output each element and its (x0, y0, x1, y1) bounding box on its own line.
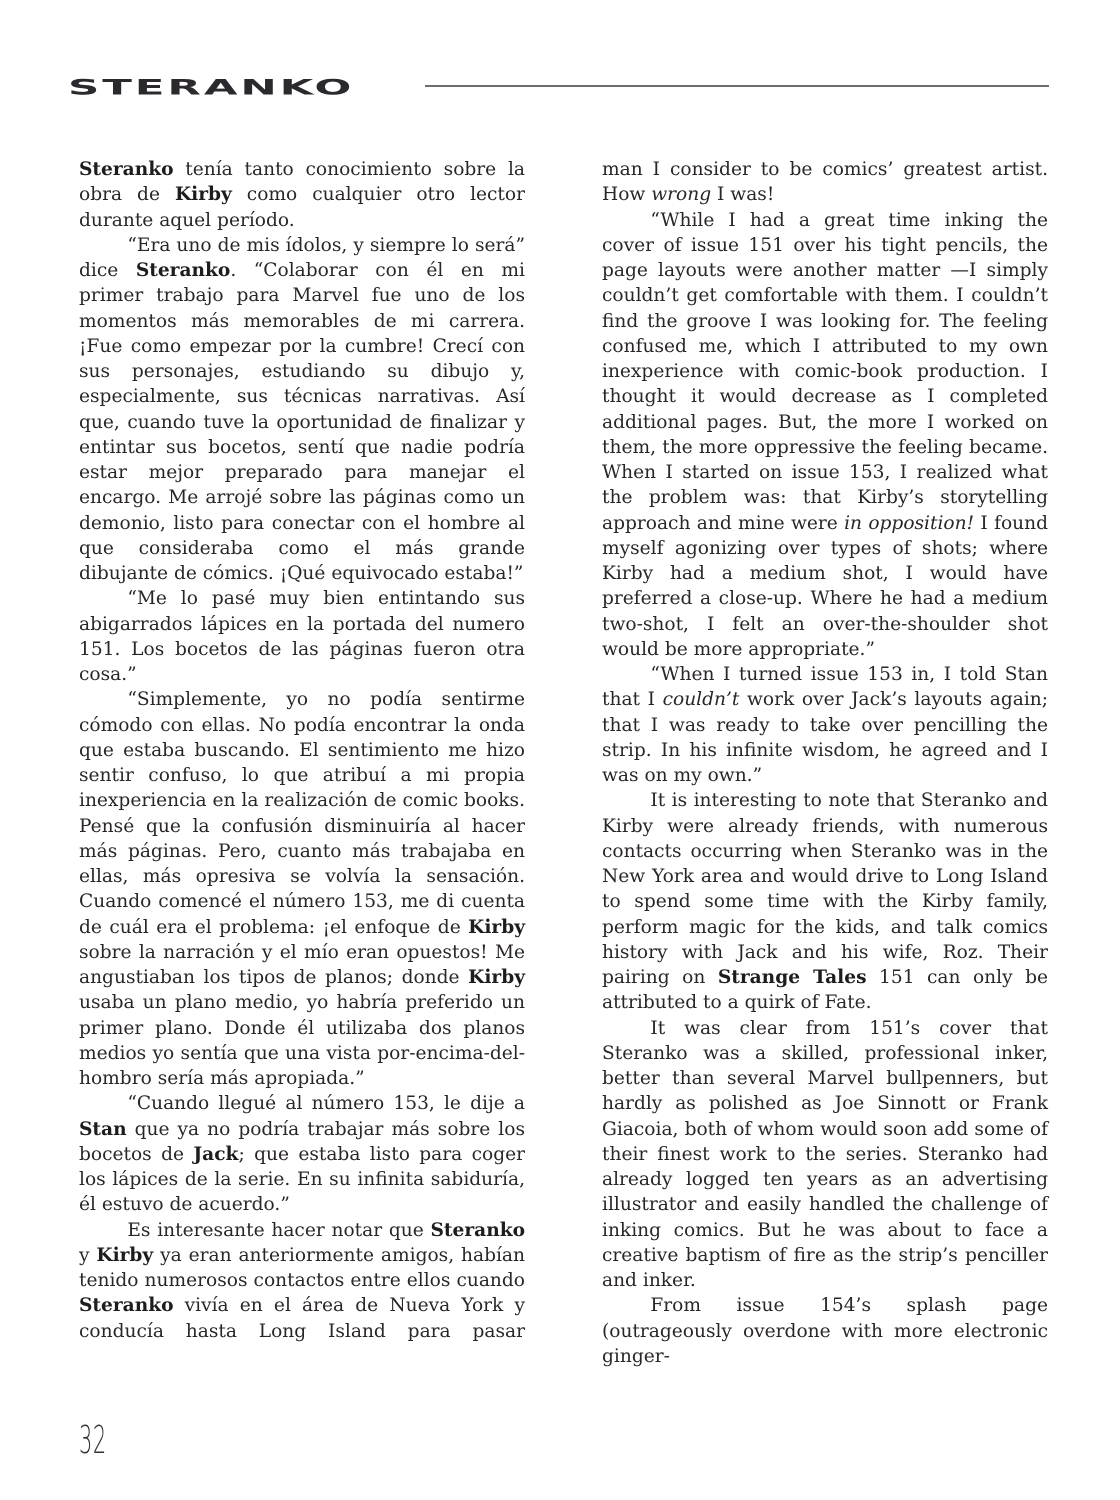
bold-name: Stan (79, 1118, 127, 1140)
text: “Era uno de mis ídolos, y siempre lo será” dice (79, 234, 525, 281)
bold-name: Kirby (468, 916, 525, 938)
running-header-title: STERANKO (68, 75, 355, 101)
bold-name: Kirby (468, 967, 525, 988)
text: It is interesting to note that Steranko and Kirby were already friends, with numerous contacts occurring when Steranko was in the New York area and would drive to Long Island to spend some time with the Kirby family, perform magic for the kids, and talk comics history with Jack and his wife, Roz. Their pairing on (602, 790, 1048, 988)
text: work over Jack’s layouts again; that I was ready to take over pencilling the strip. In his infinite wisdom, he agreed and I was on my own.” (602, 689, 1049, 786)
text: que ya no podría trabajar más sobre los bocetos de (79, 1118, 525, 1165)
text: From issue 154’s splash page (outrageously overdone with more electronic ginger- (602, 1295, 1048, 1367)
bold-name: Kirby (96, 1244, 154, 1266)
text: Es interesante hacer notar que (127, 1219, 431, 1241)
text: I found myself agonizing over types of shots; where Kirby had a medium shot, I would have preferred a close-up. Where he had a medium two-shot, I felt an over-the-shoulder shot would be more appropriate.” (602, 512, 1048, 660)
text: y (79, 1244, 97, 1266)
text: . “Colaborar con él en mi primer trabajo para Marvel fue uno de los momentos más memorables de mi carrera. ¡Fue como empezar por la cumbre! Crecí con sus personajes, estudiando su dibujo y, especialmente, sus técnicas narrativas. Así que, cuando tuve la oportunidad de finalizar y entintar sus bocetos, sentí que nadie podría estar mejor preparado para manejar el encargo. Me arrojé sobre las páginas como un demonio, listo para conectar con el hombre al que consideraba como el más grande dibujante de cómics. ¡Qué equivocado estaba!” (79, 260, 525, 584)
paragraph (79, 1218, 525, 1344)
text: “While I had a great time inking the cover of issue 151 over his tight pencils, the page layouts were another matter —I simply couldn’t get comfortable with them. I couldn’t find the groove I was looking for. The feeling confused me, which I attributed to my own inexperience with comic-book production. I thought it would decrease as I completed additional pages. But, the more I worked on them, the more oppressive the feeling became. When I started on issue 153, I realized what the problem was: that Kirby’s storytelling approach and mine were (602, 209, 1048, 534)
bold-name: Steranko (79, 159, 174, 180)
paragraph (602, 1016, 1048, 1294)
paragraph (79, 586, 525, 687)
header-rule (425, 85, 1049, 87)
text: “Cuando llegué al número 153, le dije a (127, 1093, 525, 1115)
text: It was clear from 151’s cover that Steranko was a skilled, professional inker, better than several Marvel bullpenners, but hardly as polished as Joe Sinnott or Frank Giacoia, both of whom would soon add some of their finest work to the series. Steranko had already logged ten years as an advertising illustrator and easily handled the challenge of inking comics. But he was about to face a creative baptism of fire as the strip’s penciller and inker. (602, 1017, 1048, 1291)
left-column (79, 157, 525, 1344)
paragraph (602, 157, 1048, 208)
paragraph (602, 788, 1048, 1015)
right-column (602, 157, 1048, 1369)
paragraph (79, 233, 525, 587)
bold-name: Steranko (135, 260, 231, 281)
text: ya eran anteriormente amigos, habían tenido numerosos contactos entre ellos cuando (79, 1244, 525, 1291)
text: vivía en el área de Nueva York y conducía hasta Long Island para pasar (79, 1295, 525, 1342)
bold-name: Steranko (430, 1219, 525, 1241)
italic-emphasis: couldn’t (662, 689, 740, 711)
text: I was! (711, 184, 775, 206)
paragraph (602, 208, 1048, 663)
paragraph (79, 1091, 525, 1217)
page-number: 32 (79, 1418, 107, 1462)
paragraph (79, 157, 525, 233)
text: “When I turned issue 153 in, I told Stan that I (602, 664, 1048, 711)
bold-name: Jack (193, 1143, 239, 1165)
text: ; que estaba listo para coger los lápices de la serie. En su infinita sabiduría, él estuvo de acuerdo.” (79, 1143, 525, 1216)
text: usaba un plano medio, yo habría preferido un primer plano. Donde él utilizaba dos planos medios yo sentía que una vista por-encima-del-hombro sería más apropiada.” (79, 992, 525, 1089)
text: sobre la narración y el mío eran opuestos! Me angustiaban los tipos de planos; donde (79, 941, 525, 988)
text: como cualquier otro lector durante aquel período. (79, 184, 525, 231)
text: “Simplemente, yo no podía sentirme cómodo con ellas. No podía encontrar la onda que estaba buscando. El sentimiento me hizo sentir confuso, lo que atribuí a mi propia inexperiencia en la realización de comic books. Pensé que la confusión disminuiría al hacer más páginas. Pero, cuanto más trabajaba en ellas, más opresiva se volvía la sensación. Cuando comencé el número 153, me di cuenta de cuál era el problema: ¡el enfoque de (79, 689, 525, 938)
text: man I consider to be comics’ greatest artist. How (602, 159, 1048, 206)
text: “Me lo pasé muy bien entintando sus abigarrados lápices en la portada del numero 151. Los bocetos de las páginas fueron otra cosa.” (79, 588, 525, 685)
text: 151 can only be attributed to a quirk of Fate. (602, 967, 1049, 1014)
italic-emphasis: in opposition! (844, 512, 975, 534)
bold-name: Kirby (174, 184, 232, 206)
paragraph (602, 662, 1048, 788)
text: tenía tanto conocimiento sobre la obra de (79, 159, 525, 206)
bold-title: Strange Tales (717, 967, 867, 988)
paragraph (79, 687, 525, 1091)
paragraph (602, 1293, 1048, 1369)
bold-name: Steranko (79, 1295, 174, 1317)
italic-emphasis: wrong (651, 184, 712, 206)
